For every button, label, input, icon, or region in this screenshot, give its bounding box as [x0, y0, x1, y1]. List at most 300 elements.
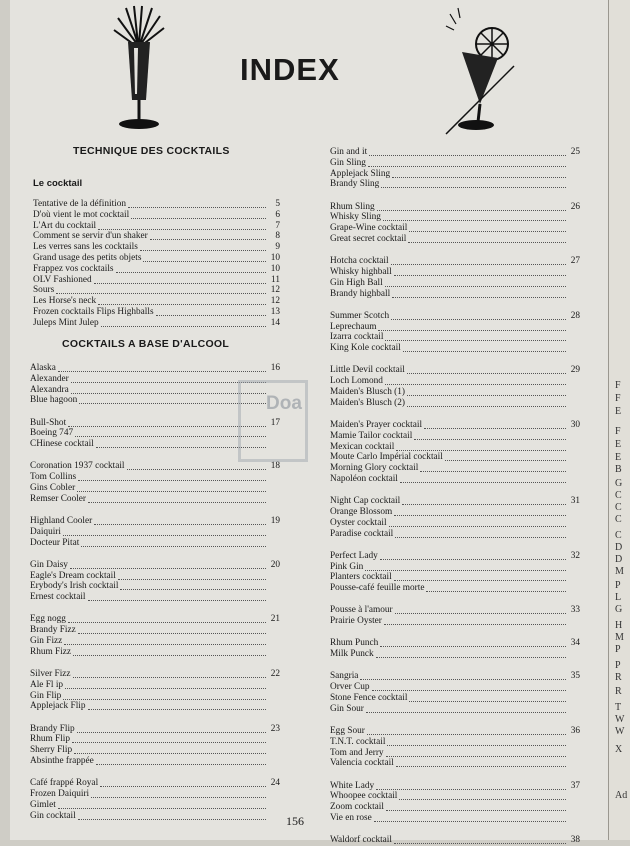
dot-leader [70, 568, 266, 569]
entry-page-number: 24 [270, 778, 280, 789]
entry-name: Absinthe frappée [30, 756, 94, 766]
entry-name: Leprechaum [330, 321, 377, 332]
dot-leader [414, 439, 566, 440]
index-entry [30, 571, 280, 582]
entry-name: Milk Punck [330, 649, 374, 660]
dot-leader [392, 297, 566, 298]
entry-name: Applejack Sling [330, 168, 391, 179]
entry-page-number: 28 [570, 310, 580, 321]
edge-letter: D [615, 542, 623, 553]
dot-leader [396, 450, 566, 451]
edge-letter: C [615, 490, 622, 501]
dot-leader [385, 286, 566, 287]
index-entry [30, 592, 280, 603]
dot-leader [409, 701, 566, 702]
index-entry [30, 483, 280, 494]
dot-leader [77, 491, 266, 492]
entry-name: Rhum Sling [330, 201, 375, 212]
edge-letter: L [615, 592, 622, 603]
entry-page-number: 32 [570, 550, 580, 561]
entry-name: Sangria [330, 671, 359, 682]
index-entry [33, 210, 280, 221]
edge-letter: E [615, 406, 622, 417]
index-entry [30, 680, 280, 691]
entry-page-number: 35 [570, 671, 580, 682]
edge-letter: M [615, 566, 624, 577]
dot-leader [377, 210, 566, 211]
edge-letter: F [615, 380, 621, 391]
cocktail-illustration-left [108, 4, 170, 132]
dot-leader [73, 655, 266, 656]
entry-name: Napoléon cocktail [330, 474, 398, 484]
entry-name: Alexander [30, 373, 69, 384]
index-entry [330, 365, 580, 376]
dot-leader [394, 843, 566, 844]
edge-letter: G [615, 478, 623, 489]
dot-leader [98, 304, 266, 305]
entry-name: Sherry Flip [30, 745, 73, 756]
edge-letter: B [615, 464, 622, 475]
dot-leader [384, 624, 566, 625]
entry-name: Perfect Lady [330, 550, 378, 561]
index-entry [330, 343, 580, 354]
index-entry [330, 278, 580, 289]
index-entry [30, 789, 280, 800]
entry-name: Orver Cup [330, 682, 370, 693]
entry-name: Hotcha cocktail [330, 256, 389, 267]
dot-leader [131, 218, 266, 219]
index-entry [33, 242, 280, 253]
entry-name: Gin Sour [330, 703, 364, 714]
entry-name: Rhum Flip [30, 734, 71, 745]
dot-leader [380, 559, 566, 560]
index-entry [30, 461, 280, 472]
index-entry [330, 332, 580, 343]
entry-name: Valencia cocktail [330, 758, 394, 769]
index-entry [330, 791, 580, 802]
dot-leader [387, 745, 566, 746]
index-entry [30, 472, 280, 483]
dot-leader [394, 275, 566, 276]
dot-leader [396, 766, 566, 767]
dot-leader [399, 799, 566, 800]
dot-leader [77, 732, 266, 733]
dot-leader [64, 644, 266, 645]
entry-name: Sours [33, 285, 55, 296]
entry-name: Frozen cocktails Flips Highballs [33, 307, 154, 317]
dot-leader [143, 261, 266, 262]
edge-letter: C [615, 514, 622, 525]
index-entry [30, 800, 280, 811]
index-entry [330, 813, 580, 824]
entry-name: Zoom cocktail [330, 802, 384, 813]
entry-page-number: 33 [570, 605, 580, 616]
index-entry [330, 398, 580, 409]
entry-page-number: 37 [570, 780, 580, 791]
dot-leader [63, 699, 266, 700]
index-entry [330, 311, 580, 322]
entry-page-number: 11 [271, 274, 280, 285]
dot-leader [381, 187, 566, 188]
index-entry [30, 581, 280, 592]
edge-letter: G [615, 604, 623, 615]
index-entry [30, 625, 280, 636]
dot-leader [407, 373, 566, 374]
dot-leader [409, 231, 566, 232]
index-entry [330, 442, 580, 453]
dot-leader [65, 688, 266, 689]
entry-page-number: 34 [570, 638, 580, 649]
entry-name: Erybody's Irish cocktail [30, 581, 119, 592]
index-entry [330, 748, 580, 759]
dot-leader [88, 709, 266, 710]
entry-name: Gin Daisy [30, 559, 68, 570]
entry-name: Boeing 747 [30, 428, 74, 439]
entry-page-number: 7 [275, 220, 280, 231]
dot-leader [74, 753, 266, 754]
entry-name: Maiden's Blusch (1) [330, 387, 406, 397]
dot-leader [376, 657, 566, 658]
index-entry [30, 614, 280, 625]
index-entry [330, 572, 580, 583]
entry-name: CHinese cocktail [30, 439, 94, 450]
page-title: INDEX [240, 52, 340, 87]
dot-leader [394, 580, 566, 581]
dot-leader [372, 690, 566, 691]
entry-name: Ale Fl ip [30, 679, 64, 690]
index-entry [330, 147, 580, 158]
entry-page-number: 30 [570, 420, 580, 430]
entry-name: Gin Fizz [30, 636, 63, 646]
edge-letter: R [615, 672, 622, 683]
entry-name: Brandy Fizz [30, 625, 76, 636]
entry-name: Paradise cocktail [330, 528, 394, 539]
entry-name: Tentative de la définition [33, 199, 127, 209]
index-entry [330, 387, 580, 398]
index-entry [330, 616, 580, 627]
entry-name: Alaska [30, 363, 56, 373]
entry-name: Blue hagoon [30, 395, 78, 406]
dot-leader [140, 250, 266, 251]
index-entry [330, 431, 580, 442]
entry-page-number: 12 [270, 285, 280, 296]
section-title-alcool: COCKTAILS A BASE D'ALCOOL [62, 338, 230, 350]
index-entry [330, 420, 580, 431]
index-entry [330, 583, 580, 594]
entry-name: Prairie Oyster [330, 616, 382, 627]
entry-name: Rhum Fizz [30, 646, 72, 657]
index-entry [30, 636, 280, 647]
entry-name: Gin Flip [30, 690, 62, 701]
index-entry [330, 529, 580, 540]
entry-name: Les Horse's neck [33, 296, 97, 307]
entry-page-number: 14 [270, 317, 280, 328]
section-title-technique: TECHNIQUE DES COCKTAILS [73, 145, 230, 157]
entry-name: Mexican cocktail [330, 441, 395, 452]
entry-name: Moute Carlo Impérial cocktail [330, 452, 443, 463]
edge-letter: E [615, 452, 622, 463]
index-entry [30, 516, 280, 527]
edge-letter: F [615, 393, 621, 404]
entry-name: Oyster cocktail [330, 517, 387, 528]
dot-leader [374, 821, 566, 822]
dot-leader [407, 395, 566, 396]
entry-name: Silver Fizz [30, 669, 71, 679]
index-entry [330, 518, 580, 529]
index-entry [33, 231, 280, 242]
dot-leader [378, 330, 566, 331]
edge-letter: X [615, 744, 623, 755]
index-entry [30, 363, 280, 374]
entry-name: Loch Lomond [330, 376, 383, 387]
entry-name: Alexandra [30, 384, 69, 395]
dot-leader [386, 756, 566, 757]
entry-name: Planters cocktail [330, 572, 392, 583]
index-entry [30, 669, 280, 680]
entry-page-number: 5 [275, 199, 280, 209]
entry-page-number: 26 [570, 201, 580, 212]
entry-name: White Lady [330, 780, 375, 791]
index-entry [330, 781, 580, 792]
index-entry [33, 307, 280, 318]
entry-name: Summer Scotch [330, 310, 390, 321]
entry-name: Gin Sling [330, 157, 366, 168]
index-entry [30, 527, 280, 538]
entry-name: Maiden's Prayer cocktail [330, 420, 423, 430]
entry-page-number: 10 [270, 253, 280, 263]
edge-letter: F [615, 426, 621, 437]
entry-page-number: 22 [270, 669, 280, 679]
dot-leader [403, 351, 566, 352]
dot-leader [98, 229, 266, 230]
entry-name: OLV Fashioned [33, 274, 92, 285]
dot-leader [392, 177, 566, 178]
entry-name: Grape-Wine cocktail [330, 223, 408, 234]
entry-page-number: 18 [270, 461, 280, 472]
dot-leader [73, 677, 266, 678]
index-entry [330, 737, 580, 748]
index-entry [30, 756, 280, 767]
entry-name: T.N.T. cocktail [330, 736, 386, 747]
index-entry [33, 275, 280, 286]
entry-name: Stone Fence cocktail [330, 693, 408, 703]
entry-page-number: 27 [570, 256, 580, 267]
dot-leader [120, 589, 266, 590]
edge-letter: M [615, 632, 624, 643]
dot-leader [386, 810, 566, 811]
edge-letter: T [615, 702, 622, 713]
edge-letter: C [615, 530, 622, 541]
dot-leader [366, 712, 566, 713]
entry-name: Little Devil cocktail [330, 365, 405, 376]
index-entry [330, 638, 580, 649]
dot-leader [389, 526, 566, 527]
entry-page-number: 31 [570, 496, 580, 507]
entry-page-number: 23 [270, 723, 280, 734]
dot-leader [56, 293, 266, 294]
edge-letter: P [615, 644, 621, 655]
index-entry [330, 376, 580, 387]
entry-name: Egg Sour [330, 726, 365, 736]
dot-leader [100, 786, 266, 787]
entry-name: Eagle's Dream cocktail [30, 570, 116, 581]
dot-leader [385, 340, 566, 341]
entry-name: Comment se servir d'un shaker [33, 231, 148, 242]
entry-page-number: 12 [270, 296, 280, 307]
page-number: 156 [286, 814, 304, 828]
entry-name: Juleps Mint Julep [33, 317, 99, 328]
entry-name: Brandy Sling [330, 179, 380, 190]
index-entry [33, 221, 280, 232]
entry-name: Gimlet [30, 799, 56, 810]
index-entry [330, 682, 580, 693]
entry-name: Brandy Flip [30, 723, 75, 734]
entry-page-number: 13 [270, 307, 280, 317]
entry-name: Mamie Tailor cocktail [330, 430, 413, 441]
dot-leader [395, 537, 566, 538]
index-entry [30, 691, 280, 702]
entry-page-number: 29 [570, 365, 580, 376]
entry-page-number: 38 [570, 835, 580, 846]
dot-leader [369, 155, 566, 156]
dot-leader [78, 819, 266, 820]
entry-name: Whoopee cocktail [330, 791, 398, 802]
entry-page-number: 25 [570, 147, 580, 157]
entry-name: D'où vient le mot cocktail [33, 209, 130, 220]
entry-page-number: 16 [270, 363, 280, 373]
dot-leader [391, 264, 566, 265]
index-entry [330, 704, 580, 715]
entry-name: Rhum Punch [330, 638, 379, 649]
dot-leader [68, 622, 266, 623]
entry-name: L'Art du cocktail [33, 220, 97, 231]
index-entry [30, 494, 280, 505]
index-entry [30, 724, 280, 735]
index-entry [330, 234, 580, 245]
entry-name: Tom and Jerry [330, 747, 384, 758]
entry-name: Izarra cocktail [330, 332, 384, 343]
dot-leader [376, 789, 566, 790]
cocktail-illustration-right [440, 4, 520, 136]
index-entry [330, 452, 580, 463]
subsection-title-le-cocktail: Le cocktail [33, 178, 83, 189]
dot-leader [101, 326, 266, 327]
entry-page-number: 20 [270, 559, 280, 570]
index-entry [330, 169, 580, 180]
entry-name: Orange Blossom [330, 507, 393, 517]
entry-page-number: 8 [275, 231, 280, 242]
entry-page-number: 21 [270, 614, 280, 625]
dot-leader [445, 460, 566, 461]
index-entry [330, 474, 580, 485]
entry-page-number: 10 [270, 263, 280, 274]
index-entry [330, 726, 580, 737]
entry-page-number: 6 [275, 209, 280, 220]
entry-name: Pousse-café feuille morte [330, 583, 425, 594]
index-entry [330, 212, 580, 223]
index-entry [330, 267, 580, 278]
entry-name: Vie en rose [330, 813, 372, 823]
index-entry [330, 562, 580, 573]
index-entry [30, 745, 280, 756]
next-page-edge [608, 0, 630, 840]
index-entry [330, 463, 580, 474]
index-entry [33, 264, 280, 275]
entry-name: Brandy highball [330, 288, 391, 299]
index-entry [330, 605, 580, 616]
entry-name: Gin cocktail [30, 810, 76, 821]
dot-leader [78, 480, 266, 481]
edge-letter: E [615, 439, 622, 450]
dot-leader [420, 471, 566, 472]
dot-leader [408, 242, 566, 243]
dot-leader [395, 613, 566, 614]
entry-name: Maiden's Blusch (2) [330, 397, 406, 408]
entry-name: Night Cap cocktail [330, 496, 401, 507]
dot-leader [72, 742, 266, 743]
dot-leader [360, 679, 566, 680]
entry-name: Bull-Shot [30, 417, 67, 428]
index-entry [30, 778, 280, 789]
dot-leader [385, 384, 566, 385]
entry-name: Waldorf cocktail [330, 835, 392, 846]
index-entry [30, 811, 280, 822]
entry-name: Morning Glory cocktail [330, 463, 419, 474]
edge-letter: Ad [615, 790, 628, 801]
entry-name: Gins Cobler [30, 483, 76, 493]
dot-leader [91, 797, 266, 798]
entry-name: Daiquiri [30, 526, 61, 537]
dot-leader [383, 220, 566, 221]
dot-leader [78, 633, 266, 634]
dot-leader [88, 502, 266, 503]
entry-name: Frozen Daiquiri [30, 789, 90, 799]
edge-letter: H [615, 620, 623, 631]
entry-name: Pousse à l'amour [330, 605, 393, 616]
index-entry [330, 671, 580, 682]
index-entry [30, 560, 280, 571]
dot-leader [400, 482, 566, 483]
index-entry [330, 835, 580, 846]
index-entry [330, 322, 580, 333]
dot-leader [367, 734, 566, 735]
index-entry [33, 318, 280, 329]
index-entry [330, 551, 580, 562]
dot-leader [58, 371, 266, 372]
entry-name: Gin and it [330, 147, 368, 157]
entry-name: Grand usage des petits objets [33, 253, 142, 263]
dot-leader [118, 579, 266, 580]
entry-name: Remser Cooler [30, 493, 87, 504]
dot-leader [424, 428, 566, 429]
entry-name: Tom Collins [30, 472, 77, 483]
index-entry [30, 538, 280, 549]
index-entry [330, 649, 580, 660]
entry-name: Whisky Sling [330, 212, 381, 223]
entry-page-number: 19 [270, 516, 280, 526]
index-entry [330, 256, 580, 267]
entry-name: Pink Gin [330, 561, 364, 572]
entry-name: Egg nogg [30, 614, 66, 625]
entry-name: Whisky highball [330, 267, 392, 277]
dot-leader [58, 808, 266, 809]
dot-leader [63, 535, 266, 536]
edge-letter: P [615, 660, 621, 671]
index-entry [330, 496, 580, 507]
dot-leader [116, 272, 266, 273]
dot-leader [426, 591, 566, 592]
index-entry [33, 199, 280, 210]
